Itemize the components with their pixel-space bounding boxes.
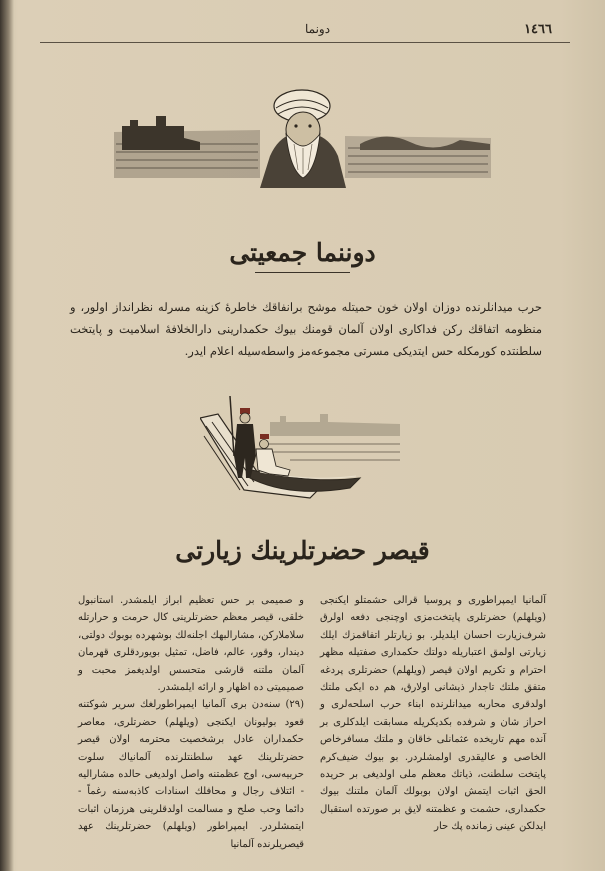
headline-underline [255,272,350,273]
headline: دوننما جمعيتی [229,238,376,267]
running-title: دونما [305,22,331,36]
portrait-engraving [110,86,495,188]
page-binding-shadow [0,0,14,871]
intro-paragraph: حرب ميدانلرنده دوزان اولان خون حميتله موشح برانفاقك خاطرۀ كزينه مسرله نظرانداز اولور، و منظومه اتفاقك ركن فداكاری اولان آلمان قومنك بيوك حكمدارينی دارالخلافۀ اسلاميت و پايتخت سلطنتده كورمكله حس ايتديكی مسرتی مجموعه‌مز واسطه‌سيله اعلام ايدر. [70,300,542,358]
column-right-text: آلمانيا ايمپراطوری و پروسيا قرالی حشمتلو ايكنجی (ويلهلم) حضرتلری پايتخت‌مزی اوچنجی دفعه اولرق شرف‌زيارت احسان ايلديلر. بو زيارتلر اتفاقمزك ايلك زيارتی اولمق اعتباريله دولتك حكمداری صفتيله مظهر احترام و تكريم اولان قيصر (ويلهلم) حضرتلری پردغه متفق ملتك تاجدار ذيشانی اولارق، هم ده ايكی ملتك اولدقری محاربه ميدانلرنده ابناء حرب اسلحه‌لری و احراز شان و شرفده بكديكريله مسابقت ايلدكلری بر آنده مهم تاريخده عثمانلی خاقان و ملتك مسافرخاص الخاصی و عاليقدری اولمشلردر. بو بيوك ضيف‌كرم پايتخت سلطنت، ذياتك معظم ملی اولديغی بر حريده الحق اثبات ايتمش اولان بوبولك آلمان ملتنك بيوك حكمداری، حشمت و عظمتنه لايق بر صورتده استقبال ايدلكن عينی زمانده پك حار [320,595,546,833]
boat-illustration [200,386,405,506]
column-left-paragraph-2: (٢٩) سنه‌دن بری آلمانيا ايمپراطورلغك سرير شوكتنه قعود بوليونان ايكنجی (ويلهلم) حضرتلری، معاصر حكمداران عادل برشخصيت محترمه اولان قيصر حضرتلرينك عهد سلطنتلرنده آلمانياك سلوت حربيه‌سی، اوج عظمتنه واصل اولديغی حالده مشاراليه - ائتلاف رجال و محافلك اسنادات كاذبه‌سنه رغماً - دائما وحب صلح و مسالمت اولدقلرينی هرزمان اثبات ايتمشلردر. ايمپراطور (ويلهلم) حضرتلرينك عهد قيصريلرنده آلمانيا [78,699,304,850]
article-column-right [320,592,546,836]
column-left-paragraph-1: و صميمی بر حس تعظيم ابراز ايلمشدر. استانبول خلقی، قيصر معظم حضرتلرينی كال حرمت و حرارتله سلاملاركن، مشارالبهك اجلنه‌لك بوشهرده بوبوك دولتی، ديندار، وقور، عالم، فاضل، تمثيل بويوردقلری قهرمان آلمان ملتنه قارشی متحسس اولديغمز محبت و صميميتی ده اظهار و ارائه ايلمشدر. [78,595,304,694]
page-header [40,22,570,40]
headline-2: قيصر حضرتلرينك زيارتی [175,536,430,565]
article-column-left [78,592,304,853]
page-number: ١٤٦٦ [524,22,552,37]
header-rule [40,42,570,43]
